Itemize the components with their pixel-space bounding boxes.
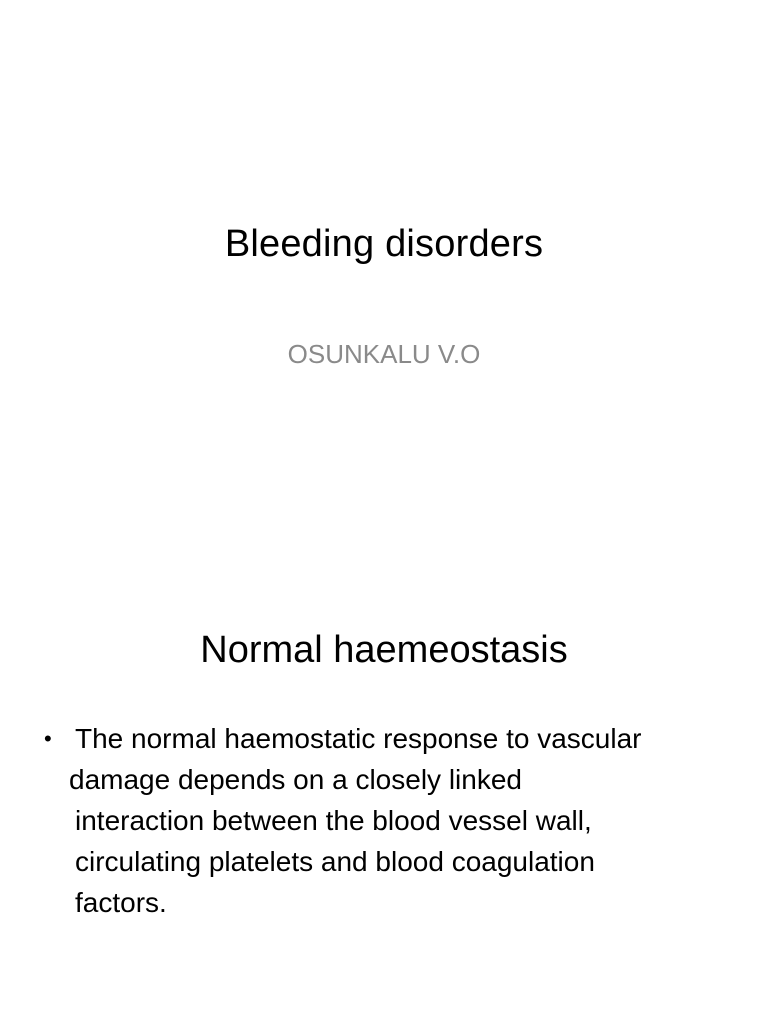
bullet-text-line: damage depends on a closely linked (69, 764, 522, 795)
bullet-text-line: circulating platelets and blood coagulation (75, 846, 595, 877)
slide-title: Bleeding disorders (224, 223, 544, 265)
bullet-marker-icon: • (44, 726, 52, 751)
bullet-text-line: The normal haemostatic response to vascular (75, 723, 642, 754)
slide-subtitle-author: OSUNKALU V.O (287, 339, 481, 369)
slide-title: Normal haemeostasis (200, 629, 568, 671)
bullet-list (44, 718, 744, 923)
bullet-text-line: interaction between the blood vessel wall, (75, 805, 592, 836)
content-slide (0, 576, 768, 1024)
bullet-text-line: factors. (75, 887, 167, 918)
bullet-item (44, 718, 744, 759)
